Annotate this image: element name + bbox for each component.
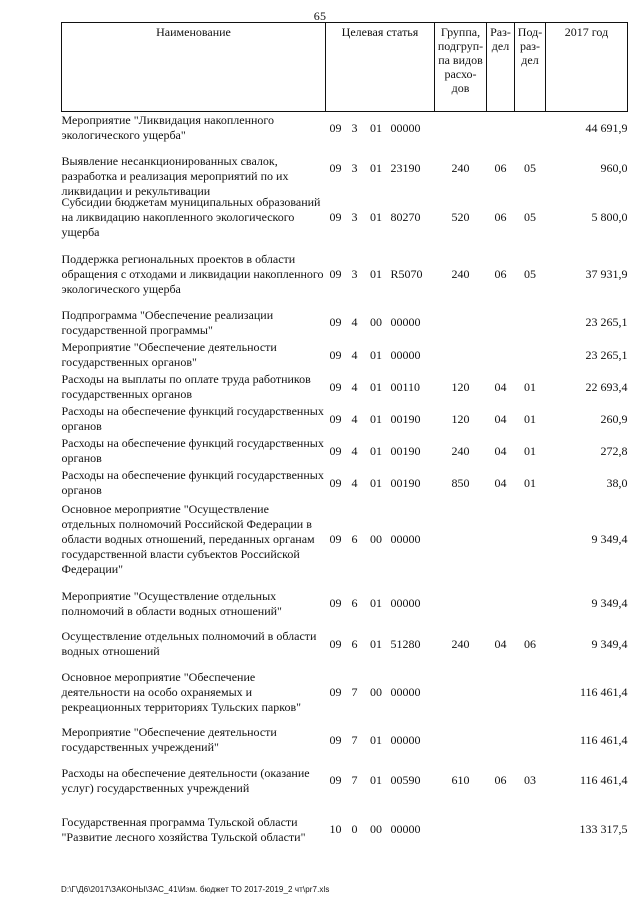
row-target-article bbox=[326, 660, 435, 724]
table-row bbox=[62, 306, 628, 339]
row-subsection: 03 bbox=[524, 773, 536, 787]
row-subsection bbox=[515, 724, 546, 756]
target-event: 01 bbox=[370, 636, 382, 651]
target-direction: 23190 bbox=[390, 161, 421, 175]
target-program: 09 bbox=[329, 773, 342, 787]
row-group bbox=[435, 112, 487, 145]
table-row bbox=[62, 112, 628, 145]
target-direction: 00000 bbox=[390, 120, 421, 135]
target-program: 09 bbox=[329, 531, 342, 546]
target-subprogram: 3 bbox=[351, 266, 358, 281]
header-year: 2017 год bbox=[546, 23, 628, 112]
table-row bbox=[62, 193, 628, 242]
row-amount: 9 349,4 bbox=[591, 596, 628, 610]
row-target-article bbox=[326, 112, 435, 145]
row-target-article bbox=[326, 403, 435, 435]
target-event: 01 bbox=[370, 443, 382, 458]
row-group bbox=[435, 805, 487, 854]
target-event: 00 bbox=[370, 315, 382, 329]
target-event: 01 bbox=[370, 732, 382, 747]
target-program: 10 bbox=[329, 822, 342, 836]
row-name-text: Мероприятие "Обеспечение деятельности государственных учреждений" bbox=[61, 725, 277, 754]
row-name-text: Поддержка региональных проектов в области обращения с отходами и ликвидации накопленного экологического ущерба bbox=[61, 251, 324, 296]
header-subsection: Под-раз-дел bbox=[515, 23, 546, 112]
row-section: 04 bbox=[494, 443, 507, 458]
row-target-article bbox=[326, 339, 435, 371]
row-group: 120 bbox=[451, 379, 470, 394]
target-direction: 00000 bbox=[390, 684, 421, 699]
row-name bbox=[62, 579, 326, 628]
row-name bbox=[62, 371, 326, 403]
row-target-article bbox=[326, 467, 435, 499]
row-amount: 116 461,4 bbox=[579, 684, 628, 699]
target-program: 09 bbox=[329, 684, 342, 699]
table-row bbox=[62, 371, 628, 403]
row-section: 06 bbox=[494, 161, 507, 175]
row-section bbox=[487, 306, 515, 339]
row-name bbox=[62, 628, 326, 660]
target-subprogram: 3 bbox=[351, 120, 358, 135]
row-subsection: 05 bbox=[524, 210, 536, 224]
row-target-article bbox=[326, 193, 435, 242]
row-amount: 960,0 bbox=[600, 161, 628, 175]
row-name bbox=[62, 724, 326, 756]
row-target-article bbox=[326, 435, 435, 467]
row-target-article bbox=[326, 499, 435, 579]
target-program: 09 bbox=[329, 379, 342, 394]
row-subsection: 01 bbox=[524, 443, 536, 458]
target-event: 01 bbox=[370, 475, 382, 490]
target-program: 09 bbox=[329, 347, 342, 362]
target-event: 01 bbox=[370, 773, 382, 787]
page-number: 65 bbox=[313, 9, 327, 23]
table-row bbox=[62, 579, 628, 628]
row-amount: 9 349,4 bbox=[591, 531, 628, 546]
row-section bbox=[487, 499, 515, 579]
row-target-article bbox=[326, 579, 435, 628]
row-group bbox=[435, 724, 487, 756]
row-section bbox=[487, 112, 515, 145]
row-amount: 23 265,1 bbox=[585, 347, 628, 362]
row-name bbox=[62, 499, 326, 579]
row-target-article bbox=[326, 144, 435, 193]
row-target-article bbox=[326, 756, 435, 805]
row-section bbox=[487, 724, 515, 756]
table-body bbox=[62, 112, 628, 855]
target-direction: 80270 bbox=[390, 210, 421, 224]
target-event: 01 bbox=[370, 596, 382, 610]
row-name bbox=[62, 403, 326, 435]
table-row bbox=[62, 499, 628, 579]
row-subsection bbox=[515, 339, 546, 371]
target-program: 09 bbox=[329, 161, 342, 175]
row-group: 520 bbox=[451, 210, 470, 224]
header-name: Наименование bbox=[62, 23, 326, 112]
row-subsection: 06 bbox=[524, 636, 536, 651]
row-name bbox=[61, 144, 326, 198]
row-subsection bbox=[515, 660, 546, 724]
row-section: 04 bbox=[494, 475, 507, 490]
row-name bbox=[62, 435, 326, 467]
target-program: 09 bbox=[329, 120, 342, 135]
row-name-text: Выявление несанкционированных свалок, разработка и реализация мероприятий по их ликвидации и рекультивации bbox=[61, 153, 289, 198]
table-row bbox=[62, 403, 628, 435]
table-row bbox=[62, 660, 628, 724]
row-amount: 116 461,4 bbox=[579, 773, 628, 787]
row-name bbox=[62, 242, 326, 306]
row-group: 240 bbox=[451, 161, 470, 175]
target-direction: 00000 bbox=[390, 732, 421, 747]
target-direction: 00110 bbox=[390, 379, 421, 394]
row-group: 610 bbox=[451, 773, 470, 787]
row-amount: 116 461,4 bbox=[579, 732, 628, 747]
row-target-article bbox=[326, 628, 435, 660]
row-section: 04 bbox=[494, 379, 507, 394]
target-direction: 00000 bbox=[390, 347, 421, 362]
header-group: Группа, подгруп-па видов расхо-дов bbox=[435, 23, 487, 112]
target-subprogram: 3 bbox=[351, 210, 358, 224]
row-group bbox=[435, 579, 487, 628]
header-target-article: Целевая статья bbox=[326, 23, 435, 112]
row-name-text: Расходы на обеспечение функций государственных органов bbox=[61, 468, 324, 497]
row-amount: 37 931,9 bbox=[585, 266, 628, 281]
row-amount: 260,9 bbox=[600, 411, 628, 426]
row-section: 06 bbox=[494, 773, 507, 787]
target-subprogram: 6 bbox=[351, 596, 358, 610]
row-amount: 272,8 bbox=[600, 443, 628, 458]
row-amount: 22 693,4 bbox=[585, 379, 628, 394]
row-subsection bbox=[515, 805, 546, 854]
row-name bbox=[62, 805, 326, 854]
row-name bbox=[62, 306, 326, 339]
row-name-text: Основное мероприятие "Обеспечение деятельности на особо охраняемых и рекреационных территориях Тульских парков" bbox=[61, 669, 302, 714]
target-program: 09 bbox=[329, 210, 342, 224]
row-name-text: Государственная программа Тульской области "Развитие лесного хозяйства Тульской области" bbox=[61, 814, 306, 844]
target-direction: 51280 bbox=[390, 636, 421, 651]
row-name bbox=[62, 193, 326, 242]
table-row bbox=[62, 805, 628, 854]
row-name-text: Осуществление отдельных полномочий в области водных отношений bbox=[61, 629, 317, 658]
row-amount: 44 691,9 bbox=[585, 120, 628, 135]
target-direction: 00000 bbox=[390, 315, 421, 329]
target-direction: 00000 bbox=[390, 822, 421, 836]
target-program: 09 bbox=[329, 475, 342, 490]
target-subprogram: 4 bbox=[351, 411, 358, 426]
target-subprogram: 4 bbox=[351, 347, 358, 362]
row-section bbox=[487, 339, 515, 371]
row-section: 04 bbox=[494, 411, 507, 426]
table-row bbox=[62, 144, 628, 193]
row-name bbox=[62, 339, 326, 371]
row-target-article bbox=[326, 371, 435, 403]
target-subprogram: 6 bbox=[351, 531, 358, 546]
target-event: 01 bbox=[370, 210, 382, 224]
row-name-text: Основное мероприятие "Осуществление отдельных полномочий Российской Федерации в области водных отношений, переданных органам государственной власти субъектов Российской Федерации" bbox=[61, 501, 315, 576]
target-event: 01 bbox=[370, 161, 382, 175]
row-name-text: Мероприятие "Обеспечение деятельности государственных органов" bbox=[61, 340, 277, 369]
header-section: Раз-дел bbox=[487, 23, 515, 112]
target-event: 01 bbox=[370, 266, 382, 281]
target-direction: 00590 bbox=[390, 773, 421, 787]
row-name bbox=[62, 112, 326, 145]
table-row bbox=[62, 724, 628, 756]
target-program: 09 bbox=[329, 266, 342, 281]
target-subprogram: 4 bbox=[351, 315, 358, 329]
row-name bbox=[62, 660, 326, 724]
row-group bbox=[435, 660, 487, 724]
target-direction: 00000 bbox=[390, 531, 421, 546]
row-group: 850 bbox=[451, 475, 470, 490]
row-name-text: Расходы на выплаты по оплате труда работников государственных органов bbox=[61, 372, 311, 401]
target-event: 01 bbox=[370, 411, 382, 426]
row-name-text: Мероприятие "Осуществление отдельных полномочий в области водных отношений" bbox=[61, 588, 282, 618]
row-amount: 133 317,5 bbox=[579, 822, 628, 836]
target-subprogram: 7 bbox=[351, 773, 358, 787]
target-direction: R5070 bbox=[390, 266, 423, 281]
row-group: 120 bbox=[451, 411, 470, 426]
target-subprogram: 4 bbox=[351, 475, 358, 490]
table-row bbox=[62, 756, 628, 805]
row-section: 06 bbox=[494, 266, 507, 281]
target-subprogram: 4 bbox=[351, 443, 358, 458]
row-name-text: Субсидии бюджетам муниципальных образований на ликвидацию накопленного экологического ущерба bbox=[61, 195, 321, 239]
row-subsection bbox=[515, 499, 546, 579]
table-row bbox=[62, 242, 628, 306]
row-target-article bbox=[326, 306, 435, 339]
target-subprogram: 7 bbox=[351, 684, 358, 699]
table-row bbox=[62, 435, 628, 467]
row-group: 240 bbox=[451, 636, 470, 651]
target-subprogram: 3 bbox=[351, 161, 358, 175]
row-name-text: Подпрограмма "Обеспечение реализации государственной программы" bbox=[61, 307, 274, 337]
target-direction: 00190 bbox=[390, 411, 421, 426]
row-name-text: Расходы на обеспечение деятельности (оказание услуг) государственных учреждений bbox=[61, 765, 310, 795]
target-direction: 00190 bbox=[390, 443, 421, 458]
row-name-text: Расходы на обеспечение функций государственных органов bbox=[61, 436, 324, 465]
target-program: 09 bbox=[329, 596, 342, 610]
table-row bbox=[62, 339, 628, 371]
target-subprogram: 7 bbox=[351, 732, 358, 747]
row-section bbox=[487, 579, 515, 628]
row-amount: 5 800,0 bbox=[591, 210, 628, 224]
row-section: 06 bbox=[494, 210, 507, 224]
target-event: 01 bbox=[370, 347, 382, 362]
row-subsection: 01 bbox=[524, 475, 536, 490]
row-amount: 23 265,1 bbox=[585, 315, 628, 329]
row-subsection: 01 bbox=[524, 379, 536, 394]
row-name bbox=[62, 756, 326, 805]
row-subsection: 01 bbox=[524, 411, 536, 426]
target-event: 00 bbox=[370, 822, 382, 836]
file-path-footer: D:\Г\Д6\2017\ЗАКОНЫ\ЗАС_41\Изм. бюджет ТО 2017-2019_2 чт\pr7.xls bbox=[61, 885, 330, 894]
target-program: 09 bbox=[329, 732, 342, 747]
row-group bbox=[435, 499, 487, 579]
row-subsection bbox=[515, 112, 546, 145]
row-subsection: 05 bbox=[524, 266, 536, 281]
target-program: 09 bbox=[329, 411, 342, 426]
row-section bbox=[487, 805, 515, 854]
target-subprogram: 0 bbox=[351, 822, 358, 836]
target-event: 01 bbox=[370, 120, 382, 135]
row-name bbox=[62, 467, 326, 499]
target-direction: 00000 bbox=[390, 596, 421, 610]
row-group: 240 bbox=[451, 443, 470, 458]
target-event: 00 bbox=[370, 531, 382, 546]
row-target-article bbox=[326, 724, 435, 756]
row-subsection bbox=[515, 579, 546, 628]
row-subsection: 05 bbox=[524, 161, 536, 175]
target-program: 09 bbox=[329, 636, 342, 651]
row-group bbox=[435, 306, 487, 339]
row-section: 04 bbox=[494, 636, 507, 651]
table-header-row bbox=[62, 23, 628, 112]
budget-table bbox=[61, 22, 628, 854]
row-target-article bbox=[326, 805, 435, 854]
table-row bbox=[62, 628, 628, 660]
row-group: 240 bbox=[451, 266, 470, 281]
target-direction: 00190 bbox=[390, 475, 421, 490]
row-subsection bbox=[515, 306, 546, 339]
row-section bbox=[487, 660, 515, 724]
target-subprogram: 6 bbox=[351, 636, 358, 651]
row-target-article bbox=[326, 242, 435, 306]
target-event: 00 bbox=[370, 684, 382, 699]
target-program: 09 bbox=[329, 443, 342, 458]
row-amount: 38,0 bbox=[606, 475, 628, 490]
row-name-text: Мероприятие "Ликвидация накопленного экологического ущерба" bbox=[61, 113, 275, 142]
target-program: 09 bbox=[329, 315, 342, 329]
table-row bbox=[62, 467, 628, 499]
row-group bbox=[435, 339, 487, 371]
row-name-text: Расходы на обеспечение функций государственных органов bbox=[61, 404, 324, 433]
row-amount: 9 349,4 bbox=[591, 636, 628, 651]
target-event: 01 bbox=[370, 379, 382, 394]
target-subprogram: 4 bbox=[351, 379, 358, 394]
